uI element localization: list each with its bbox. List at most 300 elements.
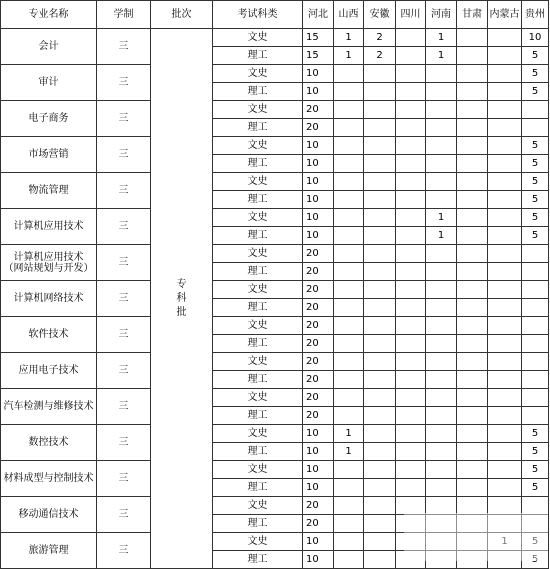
category-cell: 理工 — [213, 551, 303, 569]
quota-cell: 10 — [522, 29, 549, 47]
major-name-cell: 数控技术 — [1, 425, 97, 461]
quota-cell — [488, 443, 522, 461]
quota-cell: 15 — [303, 29, 334, 47]
quota-cell — [488, 101, 522, 119]
quota-cell — [457, 335, 488, 353]
quota-cell — [364, 317, 396, 335]
quota-cell: 1 — [426, 209, 457, 227]
quota-cell — [457, 461, 488, 479]
quota-cell — [488, 335, 522, 353]
quota-cell — [334, 119, 364, 137]
quota-cell — [457, 479, 488, 497]
category-cell: 理工 — [213, 335, 303, 353]
quota-cell: 20 — [303, 407, 334, 425]
quota-cell — [364, 443, 396, 461]
quota-cell — [457, 317, 488, 335]
quota-cell: 20 — [303, 353, 334, 371]
quota-cell — [488, 47, 522, 65]
quota-cell — [364, 119, 396, 137]
quota-cell — [488, 155, 522, 173]
quota-cell — [426, 551, 457, 569]
quota-cell — [396, 389, 426, 407]
quota-cell — [457, 353, 488, 371]
quota-cell: 10 — [303, 461, 334, 479]
quota-cell — [488, 497, 522, 515]
quota-cell — [334, 227, 364, 245]
duration-cell: 三 — [97, 173, 151, 209]
quota-cell — [334, 263, 364, 281]
quota-cell — [522, 353, 549, 371]
quota-cell — [426, 281, 457, 299]
quota-cell — [334, 173, 364, 191]
category-cell: 理工 — [213, 479, 303, 497]
quota-cell — [457, 47, 488, 65]
duration-cell: 三 — [97, 29, 151, 65]
quota-cell — [364, 299, 396, 317]
quota-cell — [396, 263, 426, 281]
quota-cell — [488, 407, 522, 425]
quota-cell — [457, 83, 488, 101]
duration-cell: 三 — [97, 245, 151, 281]
category-cell: 文史 — [213, 389, 303, 407]
category-cell: 理工 — [213, 119, 303, 137]
quota-cell — [334, 389, 364, 407]
quota-cell: 5 — [522, 47, 549, 65]
category-cell: 文史 — [213, 209, 303, 227]
quota-cell — [334, 281, 364, 299]
quota-cell — [488, 191, 522, 209]
quota-cell — [396, 281, 426, 299]
table-row — [1, 497, 549, 515]
quota-cell — [396, 245, 426, 263]
category-cell: 文史 — [213, 173, 303, 191]
quota-cell — [396, 317, 426, 335]
quota-cell — [396, 551, 426, 569]
quota-cell — [488, 389, 522, 407]
duration-cell: 三 — [97, 389, 151, 425]
quota-cell: 20 — [303, 299, 334, 317]
quota-cell: 20 — [303, 245, 334, 263]
quota-cell — [396, 119, 426, 137]
quota-cell: 10 — [303, 227, 334, 245]
quota-cell: 2 — [364, 29, 396, 47]
quota-cell — [457, 155, 488, 173]
quota-cell — [488, 209, 522, 227]
quota-cell — [522, 497, 549, 515]
quota-cell: 10 — [303, 479, 334, 497]
quota-cell — [364, 425, 396, 443]
quota-cell: 20 — [303, 497, 334, 515]
quota-cell — [488, 245, 522, 263]
header-gansu: 甘肃 — [457, 1, 488, 29]
quota-cell: 5 — [522, 551, 549, 569]
quota-cell — [488, 515, 522, 533]
quota-cell — [396, 335, 426, 353]
quota-cell — [488, 461, 522, 479]
category-cell: 文史 — [213, 65, 303, 83]
quota-cell — [488, 479, 522, 497]
quota-cell — [364, 227, 396, 245]
quota-cell — [457, 245, 488, 263]
category-cell: 理工 — [213, 83, 303, 101]
quota-cell: 5 — [522, 209, 549, 227]
quota-cell — [488, 83, 522, 101]
quota-cell — [426, 191, 457, 209]
duration-cell: 三 — [97, 317, 151, 353]
quota-cell — [426, 263, 457, 281]
quota-cell: 20 — [303, 371, 334, 389]
quota-cell — [334, 65, 364, 83]
duration-cell: 三 — [97, 137, 151, 173]
category-cell: 文史 — [213, 425, 303, 443]
quota-cell — [457, 443, 488, 461]
quota-cell — [396, 461, 426, 479]
quota-cell — [488, 119, 522, 137]
quota-cell: 1 — [426, 227, 457, 245]
quota-cell — [426, 371, 457, 389]
duration-cell: 三 — [97, 209, 151, 245]
quota-cell: 10 — [303, 173, 334, 191]
quota-cell — [364, 65, 396, 83]
quota-cell — [396, 425, 426, 443]
quota-cell — [364, 137, 396, 155]
quota-cell — [426, 101, 457, 119]
quota-cell — [334, 155, 364, 173]
header-shanxi: 山西 — [334, 1, 364, 29]
quota-cell — [488, 299, 522, 317]
category-cell: 理工 — [213, 371, 303, 389]
duration-cell: 三 — [97, 353, 151, 389]
quota-cell — [426, 461, 457, 479]
quota-cell — [457, 371, 488, 389]
quota-cell: 10 — [303, 155, 334, 173]
quota-cell — [334, 515, 364, 533]
quota-cell — [457, 137, 488, 155]
quota-cell — [334, 551, 364, 569]
quota-cell — [364, 407, 396, 425]
quota-cell — [488, 425, 522, 443]
batch-cell — [151, 29, 213, 569]
quota-cell — [488, 371, 522, 389]
quota-cell — [457, 65, 488, 83]
quota-cell — [457, 209, 488, 227]
header-duration: 学制 — [97, 1, 151, 29]
duration-cell: 三 — [97, 101, 151, 137]
batch-label: 专科批 — [176, 278, 187, 318]
quota-cell — [396, 479, 426, 497]
quota-cell — [364, 389, 396, 407]
quota-cell — [488, 263, 522, 281]
header-hebei: 河北 — [303, 1, 334, 29]
table-row — [1, 317, 549, 335]
quota-cell — [426, 299, 457, 317]
quota-cell — [364, 515, 396, 533]
quota-cell — [364, 173, 396, 191]
quota-cell — [364, 353, 396, 371]
quota-cell: 1 — [488, 533, 522, 551]
quota-cell — [426, 443, 457, 461]
duration-cell: 三 — [97, 281, 151, 317]
quota-cell — [457, 281, 488, 299]
table-row — [1, 137, 549, 155]
quota-cell: 5 — [522, 227, 549, 245]
quota-cell — [396, 191, 426, 209]
quota-cell — [426, 317, 457, 335]
quota-cell: 5 — [522, 479, 549, 497]
quota-cell — [334, 353, 364, 371]
header-sichuan: 四川 — [396, 1, 426, 29]
quota-cell: 5 — [522, 533, 549, 551]
quota-cell — [334, 245, 364, 263]
quota-cell — [522, 389, 549, 407]
quota-cell — [426, 155, 457, 173]
quota-cell — [396, 83, 426, 101]
category-cell: 理工 — [213, 47, 303, 65]
category-cell: 文史 — [213, 497, 303, 515]
quota-cell — [364, 461, 396, 479]
category-cell: 理工 — [213, 299, 303, 317]
quota-cell — [334, 407, 364, 425]
quota-cell: 10 — [303, 137, 334, 155]
header-category: 考试科类 — [213, 1, 303, 29]
quota-cell: 1 — [334, 29, 364, 47]
category-cell: 理工 — [213, 227, 303, 245]
table-row — [1, 29, 549, 47]
quota-cell — [457, 191, 488, 209]
quota-cell: 1 — [334, 443, 364, 461]
quota-cell — [457, 389, 488, 407]
quota-cell — [488, 29, 522, 47]
category-cell: 理工 — [213, 191, 303, 209]
quota-cell — [396, 299, 426, 317]
quota-cell: 10 — [303, 209, 334, 227]
quota-cell — [396, 533, 426, 551]
major-name-cell: 旅游管理 — [1, 533, 97, 569]
quota-cell — [364, 263, 396, 281]
category-cell: 文史 — [213, 137, 303, 155]
major-name-cell: 应用电子技术 — [1, 353, 97, 389]
category-cell: 理工 — [213, 515, 303, 533]
table-row — [1, 173, 549, 191]
quota-cell — [396, 227, 426, 245]
major-name-cell: 市场营销 — [1, 137, 97, 173]
quota-cell — [426, 137, 457, 155]
quota-cell — [457, 425, 488, 443]
major-name-cell: 计算机应用技术 — [1, 209, 97, 245]
table-row — [1, 533, 549, 551]
quota-cell: 20 — [303, 281, 334, 299]
quota-cell — [522, 245, 549, 263]
quota-cell: 5 — [522, 83, 549, 101]
quota-cell — [488, 551, 522, 569]
quota-cell — [334, 83, 364, 101]
quota-cell — [426, 65, 457, 83]
major-name-cell: 物流管理 — [1, 173, 97, 209]
table-row — [1, 425, 549, 443]
major-name-cell: 移动通信技术 — [1, 497, 97, 533]
quota-cell — [488, 137, 522, 155]
duration-cell: 三 — [97, 461, 151, 497]
quota-cell — [334, 479, 364, 497]
duration-cell: 三 — [97, 497, 151, 533]
quota-cell — [396, 137, 426, 155]
quota-cell — [334, 191, 364, 209]
table-row — [1, 389, 549, 407]
quota-cell — [364, 191, 396, 209]
quota-cell — [426, 335, 457, 353]
category-cell: 文史 — [213, 353, 303, 371]
quota-cell — [457, 263, 488, 281]
quota-cell: 10 — [303, 533, 334, 551]
quota-cell — [522, 317, 549, 335]
quota-cell — [426, 389, 457, 407]
quota-cell — [488, 281, 522, 299]
quota-cell: 20 — [303, 317, 334, 335]
table-header — [1, 1, 549, 29]
quota-cell: 10 — [303, 551, 334, 569]
category-cell: 理工 — [213, 443, 303, 461]
category-cell: 文史 — [213, 281, 303, 299]
category-cell: 文史 — [213, 461, 303, 479]
category-cell: 文史 — [213, 29, 303, 47]
major-name-cell: 计算机应用技术 （网站规划与开发） — [1, 245, 97, 281]
quota-cell — [488, 227, 522, 245]
quota-cell: 5 — [522, 173, 549, 191]
quota-cell: 10 — [303, 443, 334, 461]
quota-cell — [364, 497, 396, 515]
quota-cell — [396, 497, 426, 515]
quota-cell: 5 — [522, 65, 549, 83]
quota-cell — [426, 83, 457, 101]
major-name-cell: 计算机网络技术 — [1, 281, 97, 317]
quota-cell — [457, 119, 488, 137]
quota-cell — [426, 245, 457, 263]
quota-cell: 20 — [303, 335, 334, 353]
quota-cell — [457, 497, 488, 515]
quota-cell: 5 — [522, 425, 549, 443]
quota-cell — [426, 533, 457, 551]
header-major: 专业名称 — [1, 1, 97, 29]
quota-cell — [396, 443, 426, 461]
quota-cell — [522, 281, 549, 299]
category-cell: 理工 — [213, 407, 303, 425]
quota-cell — [364, 479, 396, 497]
quota-cell — [396, 407, 426, 425]
quota-cell — [364, 245, 396, 263]
quota-cell — [522, 263, 549, 281]
quota-cell — [457, 533, 488, 551]
quota-cell — [426, 497, 457, 515]
quota-cell — [457, 515, 488, 533]
quota-cell: 5 — [522, 137, 549, 155]
quota-cell — [488, 173, 522, 191]
quota-cell — [522, 119, 549, 137]
category-cell: 文史 — [213, 245, 303, 263]
quota-cell — [364, 209, 396, 227]
quota-cell: 5 — [522, 443, 549, 461]
duration-cell: 三 — [97, 533, 151, 569]
quota-cell — [522, 515, 549, 533]
quota-cell: 10 — [303, 65, 334, 83]
quota-cell — [334, 533, 364, 551]
quota-cell — [364, 83, 396, 101]
quota-cell — [364, 335, 396, 353]
category-cell: 理工 — [213, 263, 303, 281]
quota-cell — [364, 551, 396, 569]
quota-cell: 20 — [303, 263, 334, 281]
table-row — [1, 101, 549, 119]
quota-cell — [426, 479, 457, 497]
table-row — [1, 461, 549, 479]
table-row — [1, 245, 549, 263]
quota-cell — [488, 65, 522, 83]
quota-cell — [396, 515, 426, 533]
duration-cell: 三 — [97, 65, 151, 101]
quota-cell — [488, 317, 522, 335]
quota-cell — [522, 371, 549, 389]
quota-cell — [364, 155, 396, 173]
quota-cell — [364, 281, 396, 299]
quota-cell — [334, 299, 364, 317]
quota-cell: 10 — [303, 191, 334, 209]
quota-cell — [522, 407, 549, 425]
quota-cell — [396, 209, 426, 227]
major-name-cell: 材料成型与控制技术 — [1, 461, 97, 497]
quota-cell: 10 — [303, 83, 334, 101]
quota-cell: 20 — [303, 101, 334, 119]
duration-cell: 三 — [97, 425, 151, 461]
quota-cell — [396, 173, 426, 191]
category-cell: 文史 — [213, 101, 303, 119]
quota-cell — [426, 353, 457, 371]
quota-cell — [364, 101, 396, 119]
quota-cell — [457, 551, 488, 569]
header-anhui: 安徽 — [364, 1, 396, 29]
header-batch: 批次 — [151, 1, 213, 29]
quota-cell: 10 — [303, 425, 334, 443]
quota-cell — [426, 119, 457, 137]
quota-cell: 20 — [303, 515, 334, 533]
quota-cell — [457, 101, 488, 119]
table-row — [1, 209, 549, 227]
quota-cell: 2 — [364, 47, 396, 65]
quota-cell — [396, 371, 426, 389]
quota-cell — [334, 461, 364, 479]
category-cell: 理工 — [213, 155, 303, 173]
quota-cell — [334, 335, 364, 353]
quota-cell — [457, 299, 488, 317]
quota-cell: 1 — [334, 425, 364, 443]
quota-cell — [364, 371, 396, 389]
major-name-cell: 审计 — [1, 65, 97, 101]
quota-cell — [334, 371, 364, 389]
header-row — [1, 1, 549, 29]
quota-cell: 15 — [303, 47, 334, 65]
quota-cell: 20 — [303, 119, 334, 137]
quota-cell: 5 — [522, 155, 549, 173]
major-name-cell: 软件技术 — [1, 317, 97, 353]
category-cell: 文史 — [213, 317, 303, 335]
major-name-cell: 会计 — [1, 29, 97, 65]
quota-cell — [396, 101, 426, 119]
quota-cell — [426, 173, 457, 191]
category-cell: 文史 — [213, 533, 303, 551]
table-row — [1, 353, 549, 371]
quota-cell — [522, 335, 549, 353]
quota-cell: 1 — [426, 29, 457, 47]
quota-cell — [426, 425, 457, 443]
major-name-cell: 电子商务 — [1, 101, 97, 137]
